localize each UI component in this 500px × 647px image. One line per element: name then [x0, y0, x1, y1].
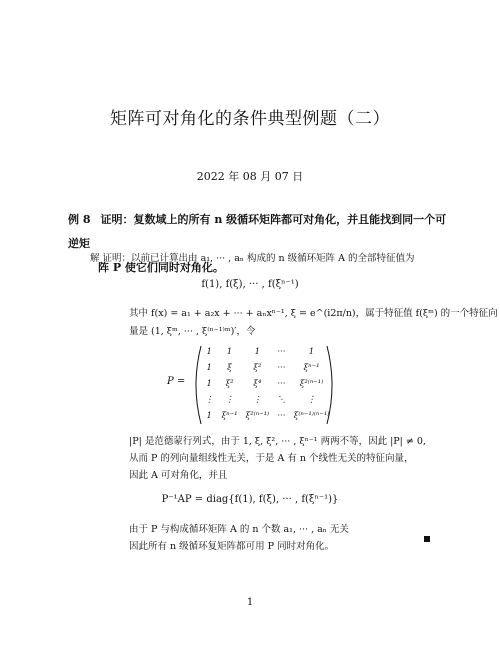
matrix-p [167, 344, 345, 426]
matrix-cell: ξⁿ⁻¹ [221, 411, 238, 421]
solution-line-3: 量是 (1, ξᵐ, ··· , ξ⁽ⁿ⁻¹⁾ᵐ)′，令 [129, 326, 256, 337]
solution-line-1-wrap [90, 250, 415, 264]
matrix-cell: ξ⁴ [253, 379, 262, 389]
matrix-table [201, 344, 333, 424]
document-date: 2022 年 08 月 07 日 [196, 170, 304, 183]
solution-line-7: 由于 P 与构成循环矩阵 A 的 n 个数 a₁, ··· , aₙ 无关 [129, 524, 349, 535]
matrix-cell: ξ² [225, 379, 234, 389]
matrix-row [201, 376, 333, 392]
solution-line-4: |P| 是范德蒙行列式，由于 1, ξ, ξ², ··· , ξⁿ⁻¹ 两两不等，因此 |P| ≠ 0, [129, 436, 426, 447]
matrix-cell: 1 [206, 411, 212, 421]
page-number: 1 [246, 597, 254, 608]
diagonalization-equation: P⁻¹AP = diag{f(1), f(ξ), ··· , f(ξⁿ⁻¹)} [161, 494, 339, 505]
example-line-1: 证明：复数域上的所有 n 级循环矩阵都可对角化，并且能找到同一个可逆矩 [68, 213, 447, 250]
matrix-cell: 1 [226, 347, 233, 357]
matrix-cell: ξ [227, 363, 232, 373]
matrix-cell: 1 [206, 363, 212, 373]
matrix-row [201, 408, 333, 424]
matrix-cell: 1 [206, 347, 212, 357]
solution-line-6: 因此 A 可对角化，并且 [129, 470, 228, 481]
matrix-cell: ξⁿ⁻¹ [303, 363, 320, 373]
matrix-cell: ⋮ [205, 395, 214, 405]
solution-tag: 解 [90, 253, 100, 264]
matrix-cell: ⋮ [253, 395, 262, 405]
solution-line-5: 从而 P 的列向量组线性无关，于是 A 有 n 个线性无关的特征向量， [129, 453, 414, 464]
matrix-cell: ⋮ [225, 395, 234, 405]
matrix-row [201, 360, 333, 376]
matrix-cell: ξ² [253, 363, 262, 373]
matrix-cell: ··· [277, 363, 286, 373]
example-label: 例 8 [68, 213, 91, 226]
example-line-2: 阵 P 使它们同时对角化。 [98, 261, 224, 274]
matrix-label: P = [167, 376, 186, 387]
solution-line-1: 证明：以前已计算出由 a₁, ··· , aₙ 构成的 n 级循环矩阵 A 的全部特征值为 [102, 253, 415, 264]
solution-line-8: 因此所有 n 级循环复矩阵都可用 P 同时对角化。 [129, 541, 335, 552]
matrix-cell: 1 [206, 379, 212, 389]
matrix-cell: 1 [308, 347, 315, 357]
page-title: 矩阵可对角化的条件典型例题（二） [110, 109, 390, 129]
matrix-cell: ··· [277, 347, 286, 357]
example-statement [68, 208, 448, 280]
matrix-cell: ··· [277, 411, 286, 421]
matrix-row [201, 392, 333, 408]
qed-square-icon [424, 536, 430, 542]
matrix-cell: ⋱ [277, 395, 286, 405]
matrix-cell: ⋮ [307, 395, 316, 405]
matrix-cell: ξ⁽ⁿ⁻¹⁾⁽ⁿ⁻¹⁾ [293, 411, 330, 421]
solution-line-2: 其中 f(x) = a₁ + a₂x + ··· + aₙxⁿ⁻¹, ξ = e^(i2π/n)，属于特征值 f(ξᵐ) 的一个特征向 [129, 308, 498, 319]
matrix-cell: 1 [254, 347, 261, 357]
matrix-row [201, 344, 333, 360]
matrix-cell: ξ²⁽ⁿ⁻¹⁾ [245, 411, 270, 421]
matrix-cell: ··· [277, 379, 286, 389]
matrix-cell: ξ²⁽ⁿ⁻¹⁾ [299, 379, 324, 389]
eigenvalue-list: f(1), f(ξ), ··· , f(ξⁿ⁻¹) [201, 279, 299, 290]
